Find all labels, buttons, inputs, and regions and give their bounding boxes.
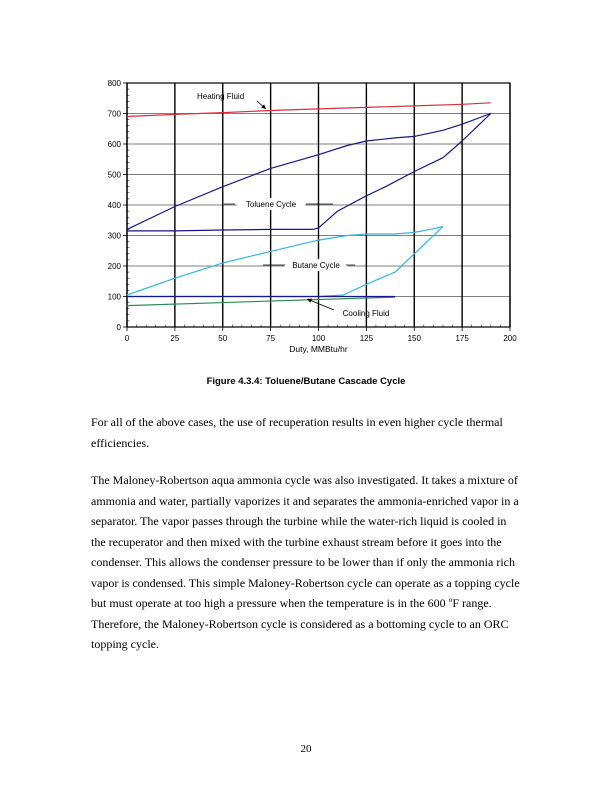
x-tick-label: 50 [218, 334, 228, 343]
text-line: Therefore, the Maloney-Robertson cycle is considered as a bottoming cycle to an ORC [91, 616, 509, 631]
text-line: topping cycle. [91, 637, 159, 651]
annotation-label: Cooling Fluid [342, 309, 390, 318]
y-tick-label: 100 [107, 292, 121, 302]
annotation-label: Heating Fluid [197, 92, 245, 101]
annotation-label: Butane Cycle [292, 261, 340, 270]
text-fragment: F range. [452, 596, 492, 610]
y-tick-label: 500 [107, 170, 121, 180]
text-line [91, 593, 531, 614]
paragraph-maloney-robertson [91, 470, 531, 655]
annotation-label: Toluene Cycle [245, 200, 297, 209]
y-tick-label: 0 [116, 323, 121, 332]
x-tick-label: 75 [266, 334, 276, 343]
x-tick-label: 125 [359, 334, 374, 343]
x-tick-label: 0 [124, 334, 130, 343]
text-line: ammonia and water, partially vaporizes it and separates the ammonia-enriched vapor in a [91, 493, 519, 508]
y-tick-label: 700 [107, 109, 121, 119]
text-line: vapor is condensed. This simple Maloney-Robertson cycle can operate as a topping cycle [91, 575, 520, 590]
x-tick-label: 150 [407, 334, 421, 343]
x-tick-label: 100 [311, 334, 326, 343]
y-tick-label: 600 [107, 140, 121, 149]
degree-superscript: o [448, 595, 453, 604]
text-line: the recuperator and then mixed with the turbine exhaust stream before it goes into the [91, 534, 502, 549]
text-line: The Maloney-Robertson aqua ammonia cycle was also investigated. It takes a mixture of [91, 473, 518, 487]
x-tick-label: 200 [503, 334, 517, 343]
cascade-cycle-chart [0, 0, 612, 370]
x-tick-label: 25 [170, 334, 180, 343]
text-line: condenser. This allows the condenser pressure to be lower than if only the ammonia rich [91, 555, 515, 569]
x-axis-label: Duty, MMBtu/hr [289, 344, 348, 354]
text-line: separator. The vapor passes through the turbine while the water-rich liquid is cooled in [91, 514, 507, 528]
text-line: efficiencies. [91, 435, 150, 450]
y-tick-label: 200 [107, 262, 121, 271]
paragraph-recuperation [91, 412, 531, 453]
x-tick-label: 175 [455, 334, 469, 343]
y-tick-label: 400 [107, 201, 121, 210]
text-line: For all of the above cases, the use of recuperation results in even higher cycle thermal [91, 415, 503, 429]
y-tick-label: 800 [107, 79, 121, 88]
page-number: 20 [300, 743, 312, 755]
y-tick-label: 300 [107, 231, 121, 241]
figure-caption: Figure 4.3.4: Toluene/Butane Cascade Cycle [206, 376, 406, 387]
text-fragment: but must operate at too high a pressure when the temperature is in the 600 [91, 596, 449, 610]
